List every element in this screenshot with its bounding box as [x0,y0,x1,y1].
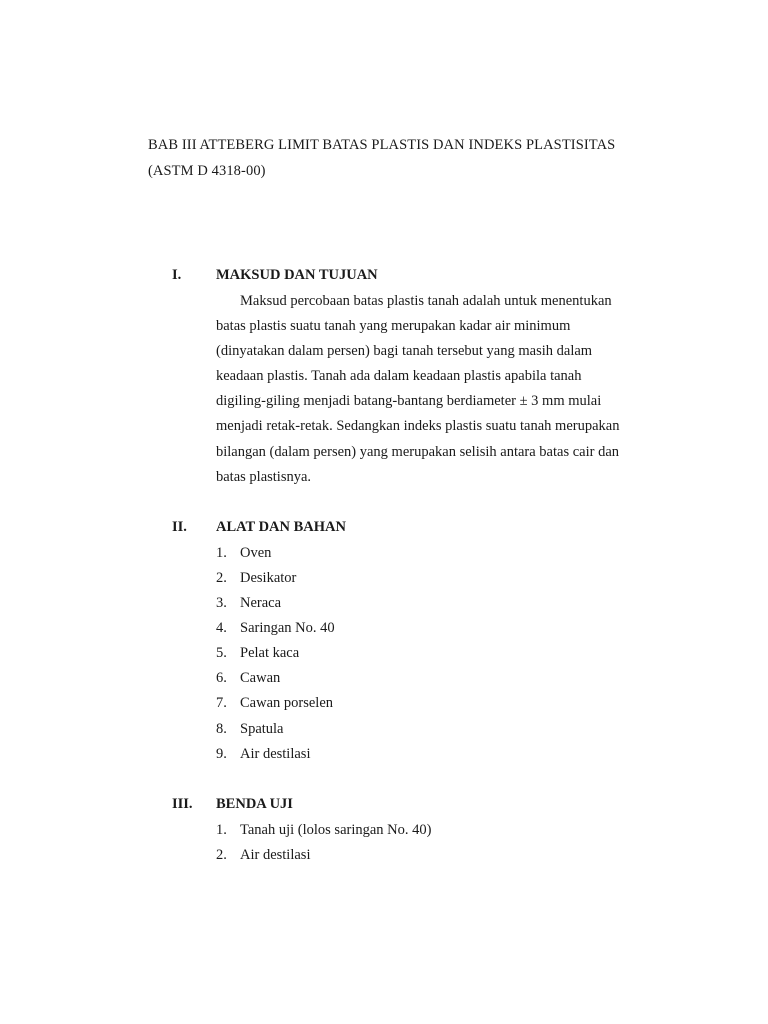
list-item-number: 9. [216,746,227,762]
list-item-number: 6. [216,670,227,686]
document-title-line-1: BAB III ATTEBERG LIMIT BATAS PLASTIS DAN INDEKS PLASTISITAS [148,137,616,153]
list-item-number: 3. [216,595,227,611]
paragraph-line: batas plastis suatu tanah yang merupakan kadar air minimum [216,318,571,334]
list-item: Air destilasi [240,746,311,762]
paragraph-line: (dinyatakan dalam persen) bagi tanah tersebut yang masih dalam [216,343,593,359]
list-item: Saringan No. 40 [240,620,335,636]
list-item: Cawan porselen [240,695,334,711]
list-item: Oven [240,545,272,561]
section-heading: BENDA UJI [216,796,293,812]
list-item-number: 5. [216,645,227,661]
list-item: Air destilasi [240,847,311,863]
paragraph-line: digiling-giling menjadi batang-bantang berdiameter ± 3 mm mulai [216,393,602,409]
list-item: Tanah uji (lolos saringan No. 40) [240,822,432,838]
section-heading: MAKSUD DAN TUJUAN [216,267,378,283]
paragraph-line: menjadi retak-retak. Sedangkan indeks plastis suatu tanah merupakan [216,418,620,434]
list-item-number: 4. [216,620,227,636]
paragraph-line: batas plastisnya. [216,469,312,485]
section-numeral: II. [172,519,187,535]
list-item: Spatula [240,721,284,737]
list-item: Desikator [240,570,297,586]
list-item-number: 2. [216,570,227,586]
document-title-line-2: (ASTM D 4318-00) [148,163,266,179]
paragraph-line: bilangan (dalam persen) yang merupakan selisih antara batas cair dan [216,444,620,460]
paragraph-line: keadaan plastis. Tanah ada dalam keadaan plastis apabila tanah [216,368,582,384]
section-numeral: III. [172,796,193,812]
list-item-number: 8. [216,721,227,737]
list-item: Neraca [240,595,282,611]
list-item-number: 2. [216,847,227,863]
list-item-number: 7. [216,695,227,711]
list-item-number: 1. [216,545,227,561]
paragraph-line: Maksud percobaan batas plastis tanah adalah untuk menentukan [240,293,612,309]
section-heading: ALAT DAN BAHAN [216,519,346,535]
list-item: Cawan [240,670,281,686]
list-item-number: 1. [216,822,227,838]
list-item: Pelat kaca [240,645,300,661]
section-numeral: I. [172,267,182,283]
